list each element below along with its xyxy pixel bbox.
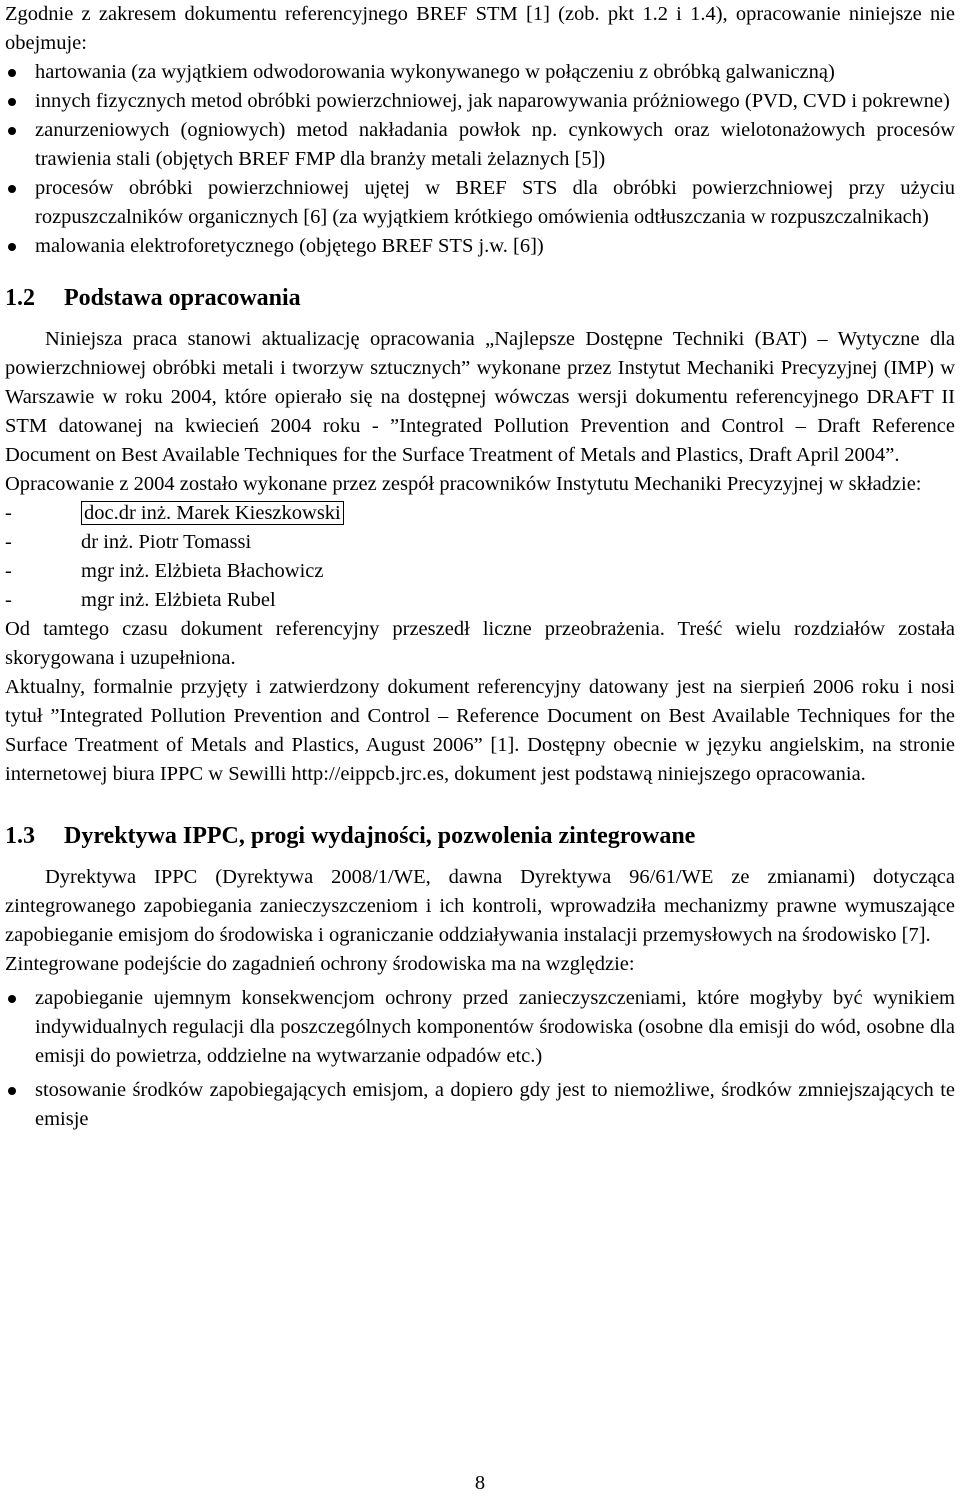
bullet-icon [8,995,16,1003]
list-item [5,87,955,116]
paragraph: Dyrektywa IPPC (Dyrektywa 2008/1/WE, dawna Dyrektywa 96/61/WE ze zmianami) dotycząca zintegrowanego zapobiegania zanieczyszczeniom i ich kontroli, wprowadziła mechanizmy prawne wymuszające zapobieganie emisjom do środowiska i ograniczanie oddziaływania instalacji przemysłowych na środowisko [7]. [5,866,955,946]
list-item [5,116,955,174]
author-item [5,528,955,557]
author-name: mgr inż. Elżbieta Rubel [81,589,276,611]
section-heading-1-2 [5,283,955,313]
paragraph: Niniejsza praca stanowi aktualizację opracowania „Najlepsze Dostępne Techniki (BAT) – Wytyczne dla powierzchniowej obróbki metali i tworzyw sztucznych” wykonane przez Instytut Mechaniki Precyzyjnej (IMP) w Warszawie w roku 2004, które opierało się na dostępnej wówczas wersji dokumentu referencyjnego DRAFT II STM datowanej na kwiecień 2004 roku - ”Integrated Pollution Prevention and Control – Draft Reference Document on Best Available Techniques for the Surface Treatment of Metals and Plastics, Draft April 2004”. [5,328,955,466]
intro-paragraph: Zgodnie z zakresem dokumentu referencyjnego BREF STM [1] (zob. pkt 1.2 i 1.4), opracowanie niniejsze nie obejmuje: [5,3,955,54]
page-number: 8 [474,1472,486,1494]
list-item [5,984,955,1071]
list-item-text: hartowania (za wyjątkiem odwodorowania wykonywanego w połączeniu z obróbką galwaniczną) [35,61,835,83]
paragraph: Opracowanie z 2004 zostało wykonane przez zespół pracowników Instytutu Mechaniki Precyzyjnej w składzie: [5,473,922,495]
list-item [5,174,955,232]
author-name: doc.dr inż. Marek Kieszkowski [81,501,344,525]
list-item [5,58,955,87]
author-item [5,557,955,586]
paragraph: Aktualny, formalnie przyjęty i zatwierdzony dokument referencyjny datowany jest na sierpień 2006 roku i nosi tytuł ”Integrated Pollution Prevention and Control – Reference Document on Best Available Techniques for the Surface Treatment of Metals and Plastics, August 2006” [1]. Dostępny obecnie w języku angielskim, na stronie internetowej biura IPPC w Sewilli http://eippcb.jrc.es, dokument jest podstawą niniejszego opracowania. [5,676,955,785]
list-item-text: procesów obróbki powierzchniowej ujętej w BREF STS dla obróbki powierzchniowej przy użyciu rozpuszczalników organicznych [6] (za wyjątkiem krótkiego omówienia odtłuszczania w rozpuszczalnikach) [35,177,955,228]
section-number: 1.3 [5,823,35,849]
paragraph: Od tamtego czasu dokument referencyjny przeszedł liczne przeobrażenia. Treść wielu rozdziałów została skorygowana i uzupełniona. [5,618,955,669]
list-item-text: malowania elektroforetycznego (objętego BREF STS j.w. [6]) [35,235,544,257]
bullet-icon [8,1087,16,1095]
author-name: mgr inż. Elżbieta Błachowicz [81,560,324,582]
document-page [5,0,955,1134]
list-item-text: stosowanie środków zapobiegających emisjom, a dopiero gdy jest to niemożliwe, środków zmniejszających te emisje [35,1079,955,1130]
bullet-icon [8,98,16,106]
bullet-icon [8,243,16,251]
paragraph: Zintegrowane podejście do zagadnień ochrony środowiska ma na względzie: [5,953,635,975]
bullet-icon [8,69,16,77]
section-title: Podstawa opracowania [64,285,301,311]
bullet-icon [8,127,16,135]
bullet-icon [8,185,16,193]
dash-marker: - [5,531,12,553]
list-item [5,1076,955,1134]
list-item-text: innych fizycznych metod obróbki powierzchniowej, jak naparowywania próżniowego (PVD, CVD i pokrewne) [35,90,950,112]
authors-list [5,499,955,615]
dash-marker: - [5,589,12,611]
section-title: Dyrektywa IPPC, progi wydajności, pozwolenia zintegrowane [64,823,696,849]
list-item-text: zapobieganie ujemnym konsekwencjom ochrony przed zanieczyszczeniami, które mogłyby być wynikiem indywidualnych regulacji dla poszczególnych komponentów środowiska (osobne dla emisji do wód, osobne dla emisji do powietrza, oddzielne na wytwarzanie odpadów etc.) [35,987,955,1067]
approach-list [5,984,955,1134]
author-item [5,499,955,528]
list-item-text: zanurzeniowych (ogniowych) metod nakładania powłok np. cynkowych oraz wielotonażowych procesów trawienia stali (objętych BREF FMP dla branży metali żelaznych [5]) [35,119,955,170]
dash-marker: - [5,502,12,524]
author-name: dr inż. Piotr Tomassi [81,531,252,553]
list-item [5,232,955,261]
section-number: 1.2 [5,285,35,311]
exclusions-list [5,58,955,261]
section-heading-1-3 [5,821,955,851]
author-item [5,586,955,615]
dash-marker: - [5,560,12,582]
